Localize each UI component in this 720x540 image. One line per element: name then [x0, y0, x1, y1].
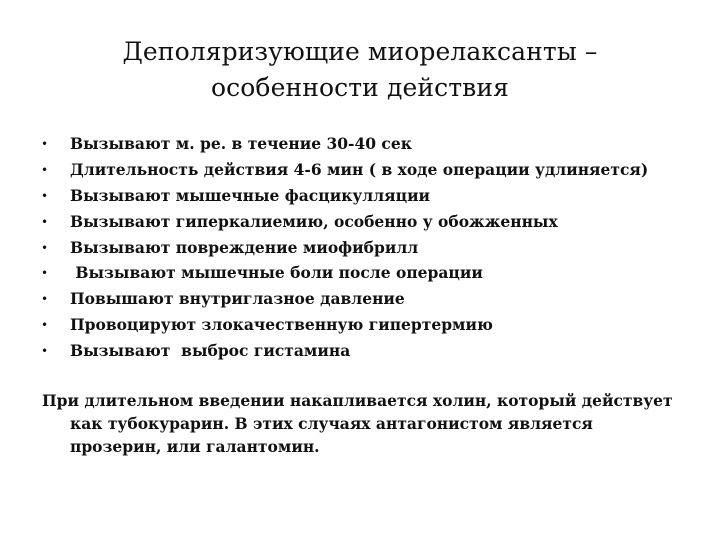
bullet-dot: • [41, 162, 49, 177]
note-paragraph: При длительном введении накапливается холин, который действует как тубокурарин. В этих случаях антагонистом является прозерин, или галантомин. [42, 391, 673, 456]
bullet-item [38, 312, 678, 338]
bullet-text: Вызывают мышечные боли после операции [70, 263, 483, 283]
bullet-text: Повышают внутриглазное давление [70, 289, 405, 309]
bullet-item [38, 286, 678, 312]
bullet-item [38, 131, 678, 157]
bullet-dot: • [41, 292, 49, 307]
bullet-text: Вызывают мышечные фасцикулляции [70, 185, 431, 205]
bullet-list [38, 131, 678, 364]
bullet-dot: • [41, 188, 49, 203]
bullet-dot: • [41, 214, 49, 229]
bullet-text: Длительность действия 4-6 мин ( в ходе операции удлиняется) [70, 159, 649, 179]
bullet-item [38, 235, 678, 261]
slide-title [60, 34, 660, 106]
bullet-dot: • [41, 137, 49, 151]
bullet-text: Вызывают выброс гистамина [70, 341, 351, 361]
title-line-1: Деполяризующие миорелаксанты – [122, 37, 598, 66]
bullet-item [38, 209, 678, 235]
bullet-dot: • [41, 266, 49, 281]
bullet-dot: • [41, 344, 49, 359]
bullet-item [38, 183, 678, 209]
bullet-text: Вызывают повреждение миофибрилл [70, 237, 419, 257]
bullet-dot: • [41, 240, 49, 255]
bullet-text: Вызывают гиперкалиемию, особенно у обожженных [70, 211, 558, 231]
bullet-item [38, 157, 678, 183]
bullet-dot: • [41, 318, 49, 333]
bullet-item [38, 338, 678, 364]
bullet-item [38, 260, 678, 286]
bullet-text: Вызывают м. ре. в течение 30-40 сек [70, 134, 412, 153]
title-line-2: особенности действия [211, 73, 509, 102]
bullet-text: Провоцируют злокачественную гипертермию [70, 315, 493, 335]
